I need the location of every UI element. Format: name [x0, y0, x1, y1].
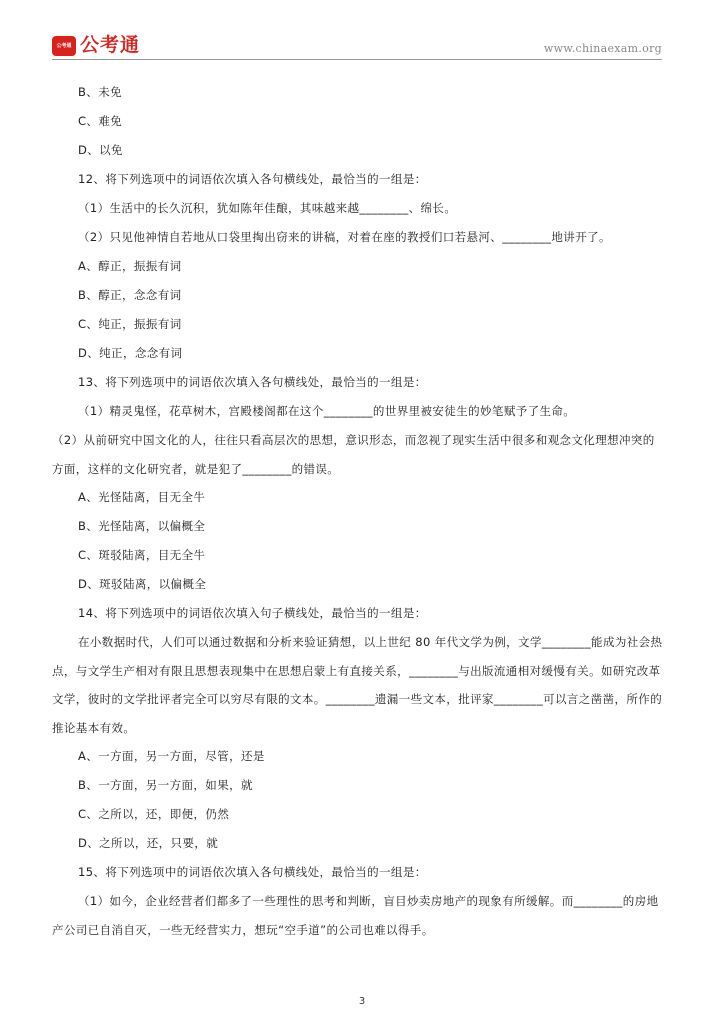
header-divider	[52, 59, 662, 60]
logo-badge: 公考通	[52, 36, 76, 56]
option-line: D、以免	[78, 143, 123, 157]
option-line: C、斑驳陆离，目无全牛	[78, 548, 206, 562]
option-line: C、难免	[78, 114, 123, 128]
option-line: D、斑驳陆离，以偏概全	[78, 577, 207, 591]
question-sentence: （1）精灵鬼怪，花草树木，宫殿楼阁都在这个________的世界里被安徒生的妙笔赋予了生命。	[78, 404, 576, 418]
document-body	[52, 78, 668, 944]
site-url: www.chinaexam.org	[543, 42, 662, 55]
question-stem: 15、将下列选项中的词语依次填入各句横线处，最恰当的一组是：	[78, 865, 427, 879]
option-line: B、光怪陆离，以偏概全	[78, 519, 206, 533]
option-line: C、纯正，振振有词	[78, 317, 182, 331]
option-line: A、光怪陆离，目无全牛	[78, 490, 206, 504]
page-number: 3	[358, 996, 366, 1007]
question-sentence: （1）生活中的长久沉积，犹如陈年佳酿，其味越来越________、绵长。	[78, 201, 457, 215]
question-stem: 12、将下列选项中的词语依次填入各句横线处，最恰当的一组是：	[78, 172, 427, 186]
question-stem: 14、将下列选项中的词语依次填入句子横线处，最恰当的一组是：	[78, 606, 427, 620]
option-line: A、一方面，另一方面，尽管，还是	[78, 749, 265, 763]
option-line: D、纯正，念念有词	[78, 346, 183, 360]
option-line: B、一方面，另一方面，如果，就	[78, 778, 253, 792]
question-paragraph: （1）如今，企业经营者们都多了一些理性的思考和判断，盲目炒卖房地产的现象有所缓解。而________的房地产公司已自消自灭，一些无经营实力，想玩“空手道”的公司也难以得手。	[52, 894, 659, 937]
question-paragraph: （2）从前研究中国文化的人，往往只看高层次的思想，意识形态，而忽视了现实生活中很多和观念文化理想冲突的方面，这样的文化研究者，就是犯了________的错误。	[52, 433, 655, 476]
page-header	[52, 36, 662, 60]
question-sentence: （2）只见他神情自若地从口袋里掏出窃来的讲稿，对着在座的教授们口若悬河、________地讲开了。	[78, 230, 611, 244]
option-line: C、之所以，还，即便，仍然	[78, 807, 230, 821]
question-stem: 13、将下列选项中的词语依次填入各句横线处，最恰当的一组是：	[78, 375, 427, 389]
option-line: A、醇正，振振有词	[78, 259, 182, 273]
option-line: B、醇正，念念有词	[78, 288, 182, 302]
option-line: D、之所以，还，只要，就	[78, 836, 219, 850]
question-paragraph: 在小数据时代，人们可以通过数据和分析来验证猜想，以上世纪 80 年代文学为例，文学________能成为社会热点，与文学生产相对有限且思想表现集中在思想启蒙上有直接关系，________与出版流通相对缓慢有关。如研究改革文学，彼时的文学批评者完全可以穷尽有限的文本。________遗漏一些文本，批评家________可以言之凿凿，所作的推论基本有效。	[52, 635, 663, 735]
option-line: B、未免	[78, 85, 122, 99]
logo-text: 公考通	[80, 34, 141, 56]
